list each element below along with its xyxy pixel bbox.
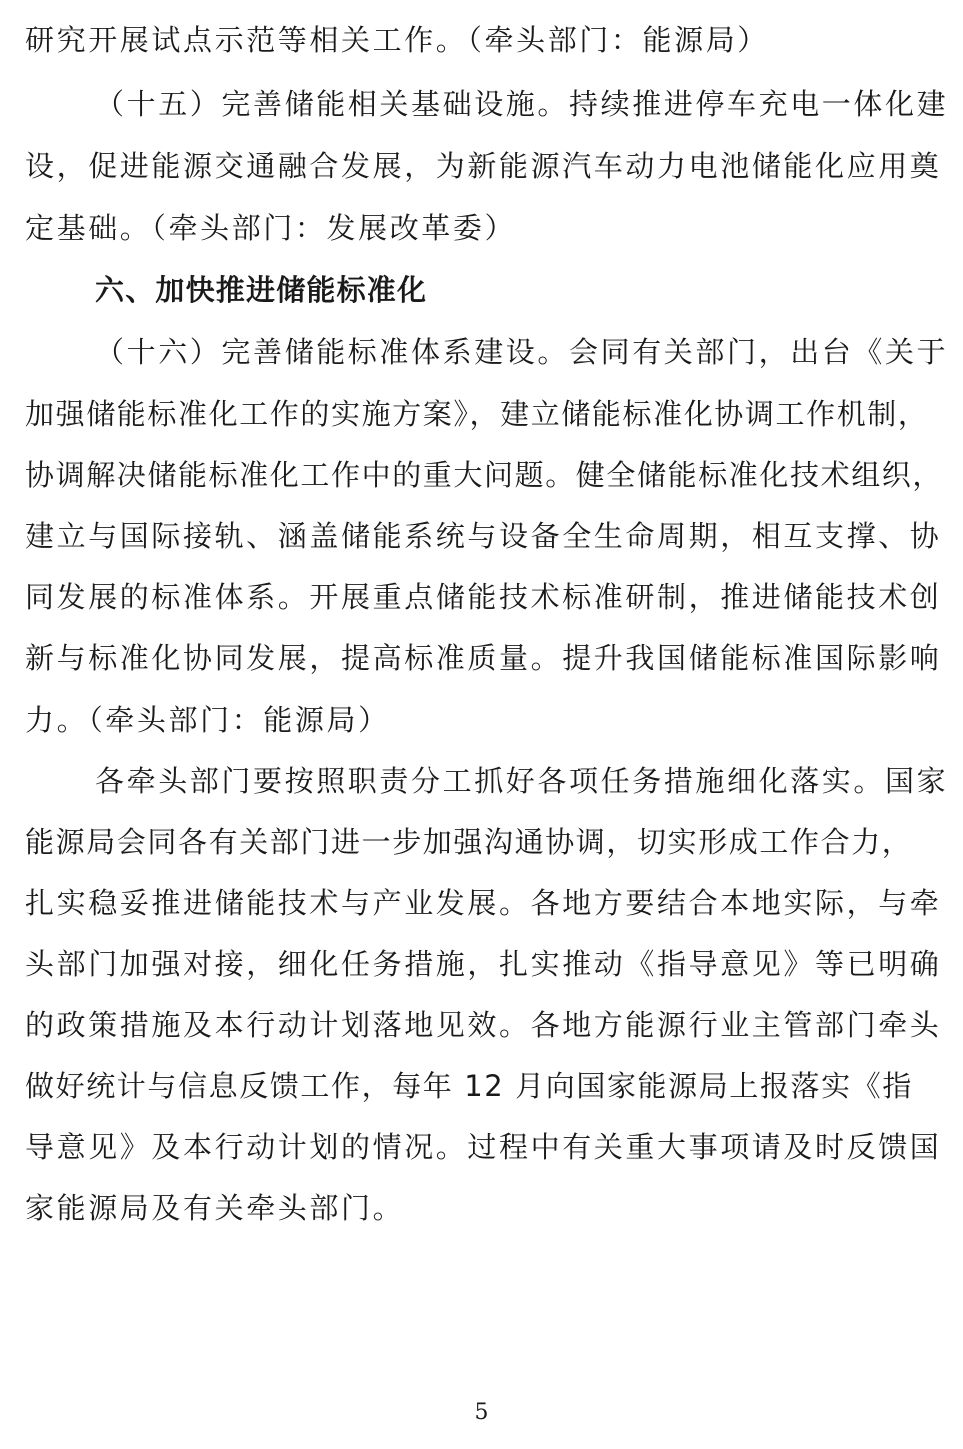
text-line: 做好统计与信息反馈工作，每年 12 月向国家能源局上报落实《指 (25, 1069, 913, 1103)
text-line: 定基础。（牵头部门：发展改革委） (25, 211, 517, 245)
text-line: 导意见》及本行动计划的情况。过程中有关重大事项请及时反馈国 (25, 1130, 942, 1164)
text-line: 研究开展试点示范等相关工作。（牵头部门：能源局） (25, 23, 769, 57)
text-line: 的政策措施及本行动计划落地见效。各地方能源行业主管部门牵头 (25, 1008, 942, 1042)
text-line: 新与标准化协同发展，提高标准质量。提升我国储能标准国际影响 (25, 641, 942, 675)
section-16-heading-line: （十六）完善储能标准体系建设。会同有关部门，出台《关于 (95, 335, 949, 369)
text-line: 家能源局及有关牵头部门。 (25, 1191, 405, 1225)
text-line: 加强储能标准化工作的实施方案》，建立储能标准化协调工作机制， (25, 397, 929, 431)
text-line: 设，促进能源交通融合发展，为新能源汽车动力电池储能化应用奠 (25, 149, 942, 183)
section-15-heading-line: （十五）完善储能相关基础设施。持续推进停车充电一体化建 (95, 87, 949, 121)
closing-paragraph-line: 各牵头部门要按照职责分工抓好各项任务措施细化落实。国家 (95, 764, 949, 798)
section-heading-six: 六、加快推进储能标准化 (95, 273, 428, 307)
text-line: 头部门加强对接，细化任务措施，扎实推动《指导意见》等已明确 (25, 947, 942, 981)
text-line: 扎实稳妥推进储能技术与产业发展。各地方要结合本地实际，与牵 (25, 886, 942, 920)
text-line: 同发展的标准体系。开展重点储能技术标准研制，推进储能技术创 (25, 580, 942, 614)
text-line: 能源局会同各有关部门进一步加强沟通协调，切实形成工作合力， (25, 825, 913, 859)
text-line: 建立与国际接轨、涵盖储能系统与设备全生命周期，相互支撑、协 (25, 519, 942, 553)
page-number: 5 (474, 1400, 489, 1425)
text-line: 力。（牵头部门：能源局） (25, 703, 390, 737)
text-line: 协调解决储能标准化工作中的重大问题。健全储能标准化技术组织， (25, 458, 944, 492)
